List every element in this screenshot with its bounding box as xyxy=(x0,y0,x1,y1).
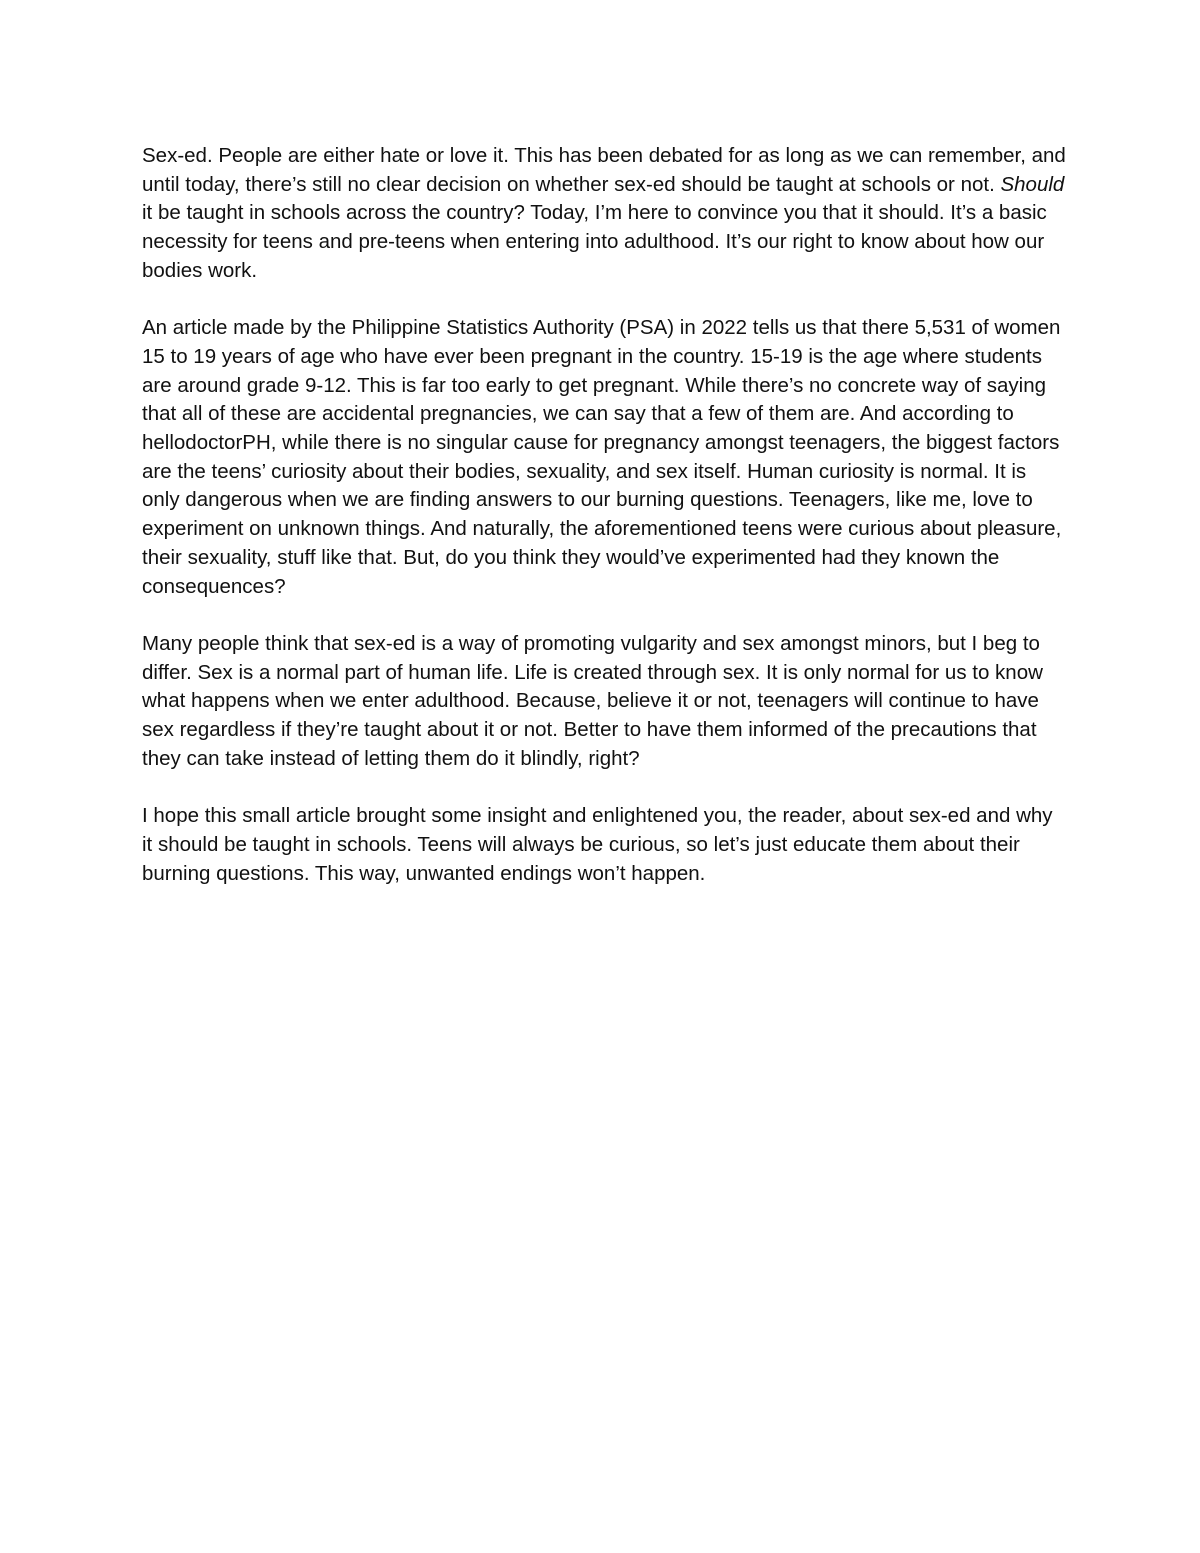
paragraph-intro-part1: Sex-ed. People are either hate or love it. This has been debated for as long as we can remember, and until today, there’s still no clear decision on whether sex-ed should be taught at schools or not. xyxy=(142,144,1066,196)
paragraph-intro xyxy=(142,142,1067,286)
emphasis-should: Should xyxy=(1000,172,1065,196)
paragraph-conclusion: I hope this small article brought some insight and enlightened you, the reader, about sex-ed and why it should be taught in schools. Teens will always be curious, so let’s just educate them about their burning questions. This way, unwanted endings won’t happen. xyxy=(142,804,1053,885)
paragraph-intro-part2: it be taught in schools across the country? Today, I’m here to convince you that it should. It’s a basic necessity for teens and pre-teens when entering into adulthood. It’s our right to know about how our bodies work. xyxy=(142,201,1047,282)
paragraph-counterargument: Many people think that sex-ed is a way of promoting vulgarity and sex amongst minors, but I beg to differ. Sex is a normal part of human life. Life is created through sex. It is only normal for us to know what happens when we enter adulthood. Because, believe it or not, teenagers will continue to have sex regardless if they’re taught about it or not. Better to have them informed of the precautions that they can take instead of letting them do it blindly, right? xyxy=(142,631,1043,770)
paragraph-statistics: An article made by the Philippine Statistics Authority (PSA) in 2022 tells us that there 5,531 of women 15 to 19 years of age who have ever been pregnant in the country. 15-19 is the age where students are around grade 9-12. This is far too early to get pregnant. While there’s no concrete way of saying that all of these are accidental pregnancies, we can say that a few of them are. And according to hellodoctorPH, while there is no singular cause for pregnancy amongst teenagers, the biggest factors are the teens’ curiosity about their bodies, sexuality, and sex itself. Human curiosity is normal. It is only dangerous when we are finding answers to our burning questions. Teenagers, like me, love to experiment on unknown things. And naturally, the aforementioned teens were curious about pleasure, their sexuality, stuff like that. But, do you think they would’ve experimented had they known the consequences? xyxy=(142,316,1062,598)
document-body xyxy=(142,142,1067,917)
